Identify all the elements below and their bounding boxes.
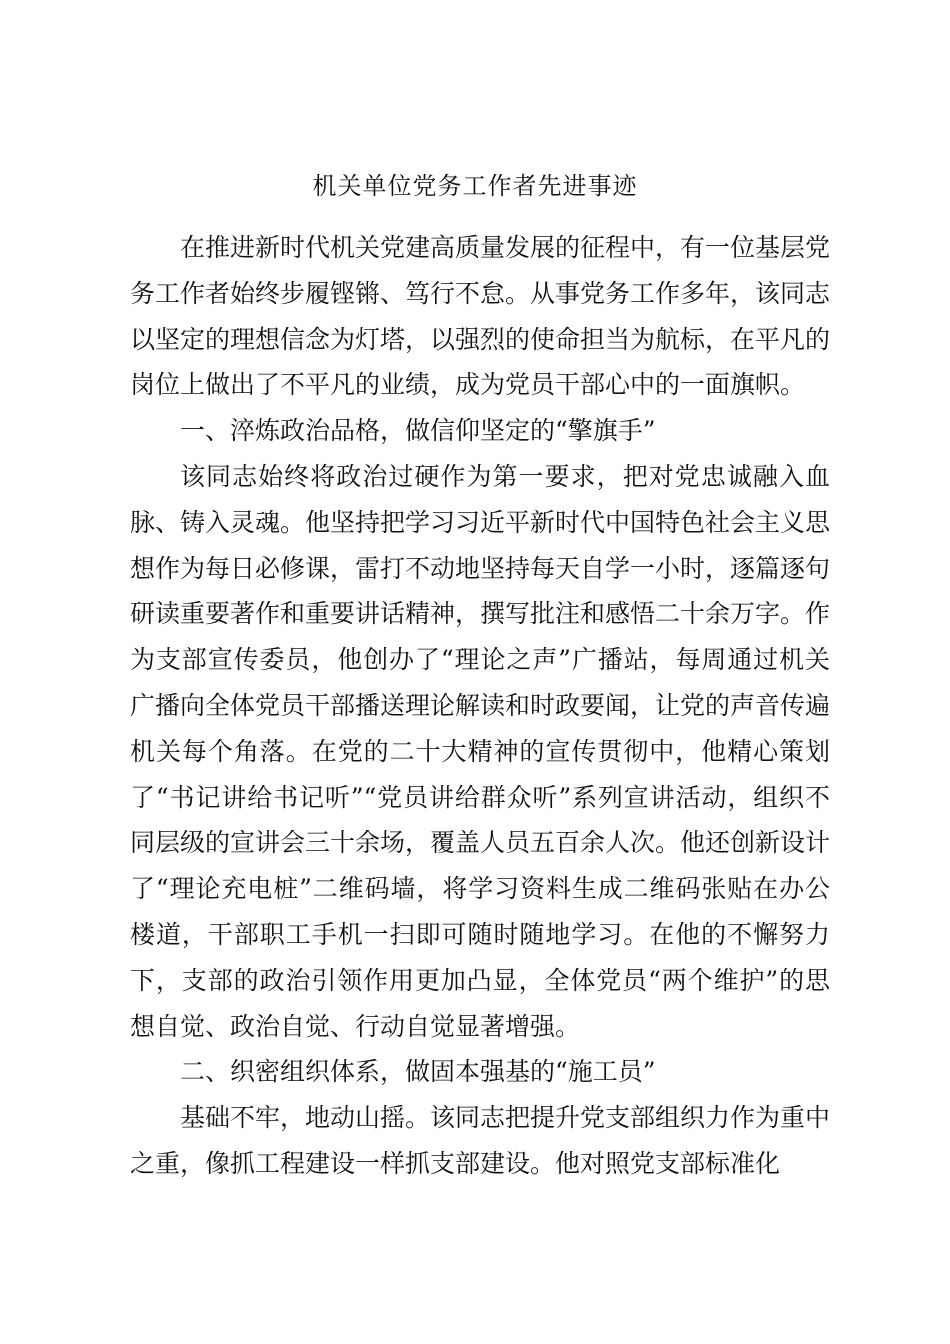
document-body [130,225,830,1187]
paragraph-section-1: 该同志始终将政治过硬作为第一要求，把对党忠诚融入血脉、铸入灵魂。他坚持把学习习近平新时代中国特色社会主义思想作为每日必修课，雷打不动地坚持每天自学一小时，逐篇逐句研读重要著作和重要讲话精神，撰写批注和感悟二十余万字。作为支部宣传委员，他创办了“理论之声”广播站，每周通过机关广播向全体党员干部播送理论解读和时政要闻，让党的声音传遍机关每个角落。在党的二十大精神的宣传贯彻中，他精心策划了“书记讲给书记听”“党员讲给群众听”系列宣讲活动，组织不同层级的宣讲会三十余场，覆盖人员五百余人次。他还创新设计了“理论充电桩”二维码墙，将学习资料生成二维码张贴在办公楼道，干部职工手机一扫即可随时随地学习。在他的不懈努力下，支部的政治引领作用更加凸显，全体党员“两个维护”的思想自觉、政治自觉、行动自觉显著增强。 [130,461,831,1041]
document-title: 机关单位党务工作者先进事迹 [312,172,638,200]
section-heading-2: 二、织密组织体系，做固本强基的“施工员” [180,1057,656,1087]
paragraph-intro: 在推进新时代机关党建高质量发展的征程中，有一位基层党务工作者始终步履铿锵、笃行不怠。从事党务工作多年，该同志以坚定的理想信念为灯塔，以强烈的使命担当为航标，在平凡的岗位上做出了不平凡的业绩，成为党员干部心中的一面旗帜。 [130,233,831,400]
section-heading-1: 一、淬炼政治品格，做信仰坚定的“擎旗手” [180,416,656,446]
paragraph-section-2: 基础不牢，地动山摇。该同志把提升党支部组织力作为重中之重，像抓工程建设一样抓支部建设。他对照党支部标准化 [130,1103,831,1178]
